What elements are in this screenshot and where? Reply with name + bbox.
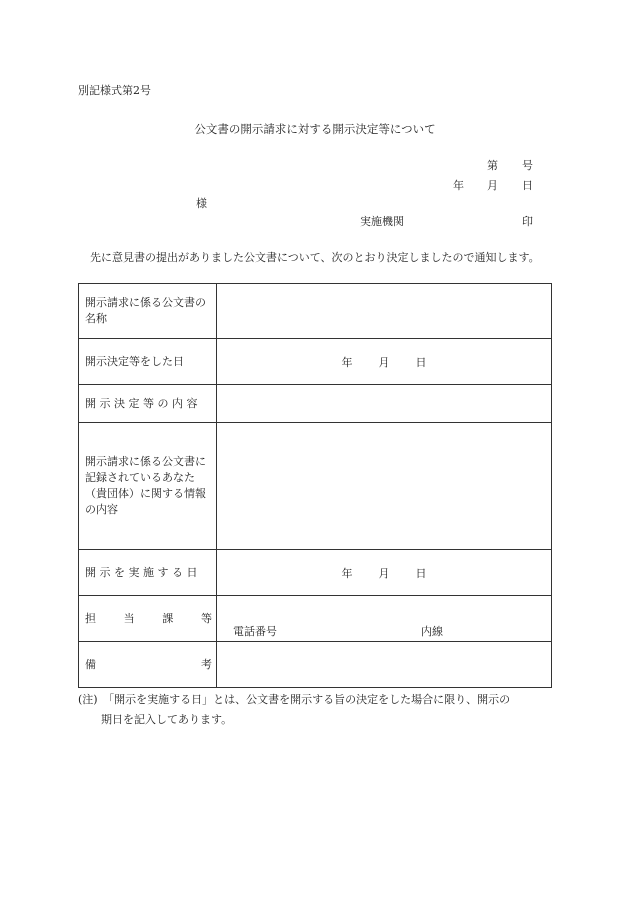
decision-date-year: 年 <box>341 355 353 369</box>
value-decision-date <box>217 339 552 385</box>
seal-mark: 印 <box>522 215 533 228</box>
row-label-decision-date: 開示決定等をした日 <box>79 339 217 385</box>
date-year: 年 <box>453 179 464 192</box>
decision-date-day: 日 <box>415 355 427 369</box>
footnote-line-1: (注) 「開示を実施する日」とは、公文書を開示する旨の決定をした場合に限り、開示の <box>78 693 511 706</box>
value-requester-info <box>217 423 552 550</box>
date-day: 日 <box>522 179 533 192</box>
disclosure-date-year: 年 <box>341 566 353 580</box>
footnote-line-2: 期日を記入してあります。 <box>101 713 233 726</box>
document-title: 公文書の開示請求に対する開示決定等について <box>194 122 436 136</box>
form-number-label: 別記様式第2号 <box>78 84 151 97</box>
row-label-document-name: 開示請求に係る公文書の名称 <box>79 284 217 339</box>
agency-label: 実施機関 <box>360 215 404 228</box>
table-row <box>79 284 552 339</box>
phone-label: 電話番号 <box>233 625 277 638</box>
department-char: 課 <box>162 611 174 625</box>
row-label-remarks <box>79 642 217 688</box>
remarks-char: 考 <box>201 657 212 671</box>
table-row <box>79 642 552 688</box>
disclosure-date-day: 日 <box>415 566 427 580</box>
row-label-requester-info: 開示請求に係る公文書に記録されているあなた（貴団体）に関する情報の内容 <box>79 423 217 550</box>
decision-table <box>78 283 552 688</box>
table-row <box>79 385 552 423</box>
extension-label: 内線 <box>421 625 443 638</box>
addressee-honorific: 様 <box>196 197 207 210</box>
department-char: 等 <box>200 611 212 625</box>
value-decision-content <box>217 385 552 423</box>
row-label-decision-content: 開 示 決 定 等 の 内 容 <box>79 385 217 423</box>
table-row <box>79 596 552 642</box>
table-row <box>79 339 552 385</box>
row-label-department <box>79 596 217 642</box>
row-label-disclosure-date: 開 示 を 実 施 す る 日 <box>79 550 217 596</box>
value-document-name <box>217 284 552 339</box>
department-char: 当 <box>123 611 135 625</box>
remarks-char: 備 <box>85 657 96 671</box>
value-department <box>217 596 552 642</box>
department-char: 担 <box>85 611 96 625</box>
value-disclosure-date <box>217 550 552 596</box>
table-row <box>79 423 552 550</box>
number-go: 号 <box>522 159 533 172</box>
disclosure-date-month: 月 <box>378 566 390 580</box>
value-remarks <box>217 642 552 688</box>
number-dai: 第 <box>487 159 498 172</box>
notice-text: 先に意見書の提出がありました公文書について、次のとおり決定しましたので通知します。 <box>90 251 540 264</box>
table-row <box>79 550 552 596</box>
date-month: 月 <box>487 179 498 192</box>
decision-date-month: 月 <box>378 355 390 369</box>
